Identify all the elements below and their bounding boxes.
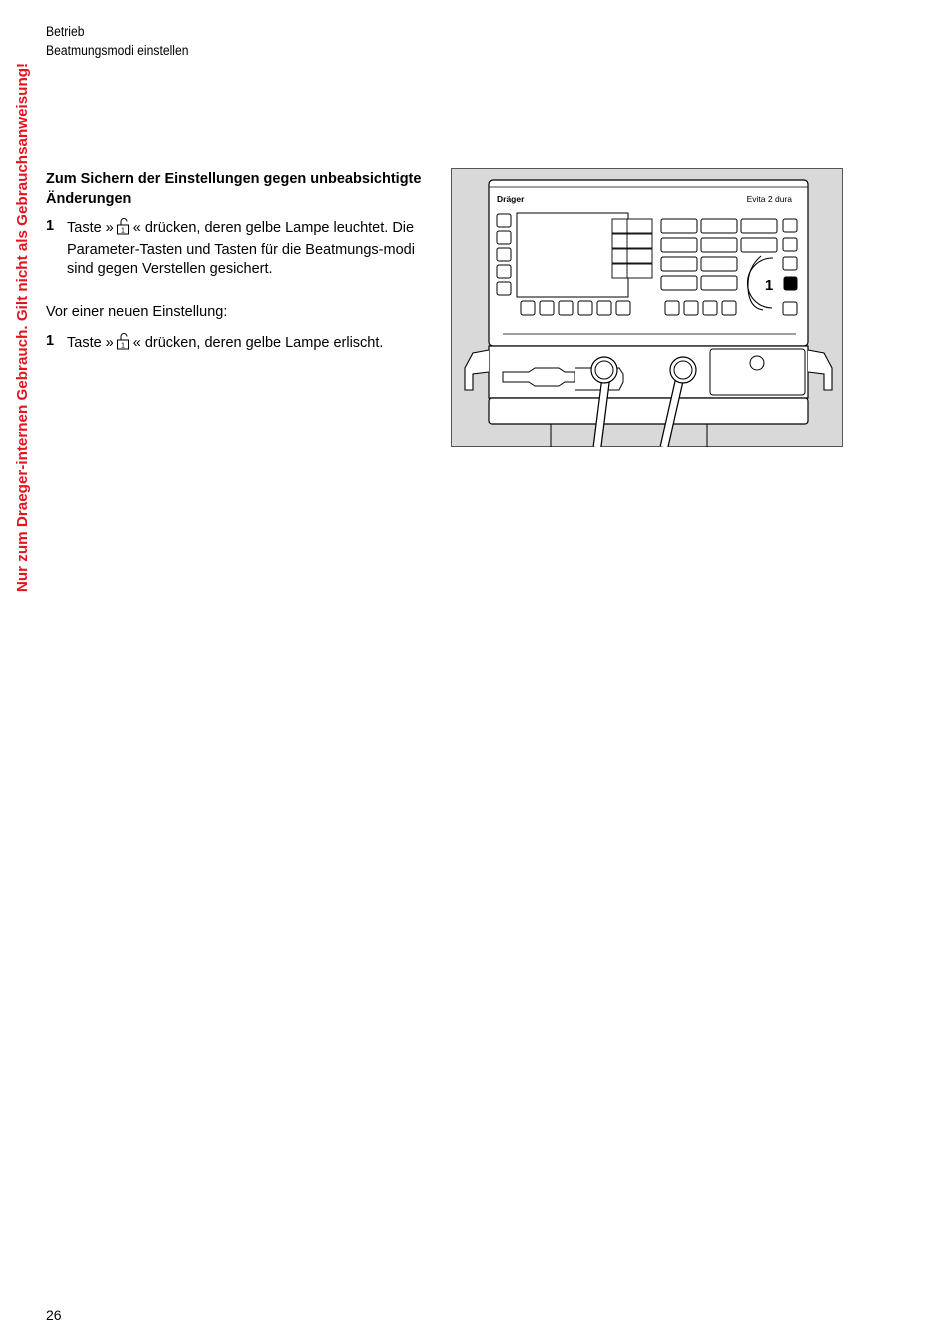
screen <box>517 213 628 297</box>
key-lock-button <box>784 277 797 290</box>
ventilator-illustration <box>451 168 843 447</box>
new-setting-intro: Vor einer neuen Einstellung: <box>46 304 228 320</box>
model-label: Evita 2 dura <box>746 194 792 204</box>
step-number: 1 <box>46 333 55 349</box>
step-text-before: Taste » <box>67 220 114 236</box>
device-base <box>489 398 808 424</box>
header-subsection: Beatmungsmodi einstellen <box>46 43 189 58</box>
key-lock-icon <box>116 217 131 241</box>
step-text-after: « drücken, deren gelbe Lampe leuchtet. Die Parameter-Tasten und Tasten für die Beatmungs-modi sind gegen Verstellen gesichert. <box>67 220 415 277</box>
key-lock-icon <box>116 332 131 356</box>
svg-text:1: 1 <box>120 340 125 350</box>
callout-number: 1 <box>764 277 774 294</box>
mode-keys <box>521 301 736 315</box>
header-section: Betrieb <box>46 24 85 39</box>
step-text <box>67 217 442 279</box>
section-heading: Zum Sichern der Einstellungen gegen unbeabsichtigte Änderungen <box>46 171 422 207</box>
step-text-after: « drücken, deren gelbe Lampe erlischt. <box>132 335 384 351</box>
svg-text:1: 1 <box>120 225 125 235</box>
brand-label: Dräger <box>497 194 525 204</box>
step-number: 1 <box>46 218 55 234</box>
page-number: 26 <box>46 1307 62 1323</box>
page-header <box>46 22 189 60</box>
watermark-text: Nur zum Draeger-internen Gebrauch. Gilt nicht als Gebrauchsanweisung! <box>14 62 32 593</box>
step-text-before: Taste » <box>67 335 114 351</box>
step-text <box>67 332 442 356</box>
left-keys <box>497 214 511 295</box>
watermark <box>6 20 40 635</box>
ventilator-drawing <box>451 168 843 447</box>
